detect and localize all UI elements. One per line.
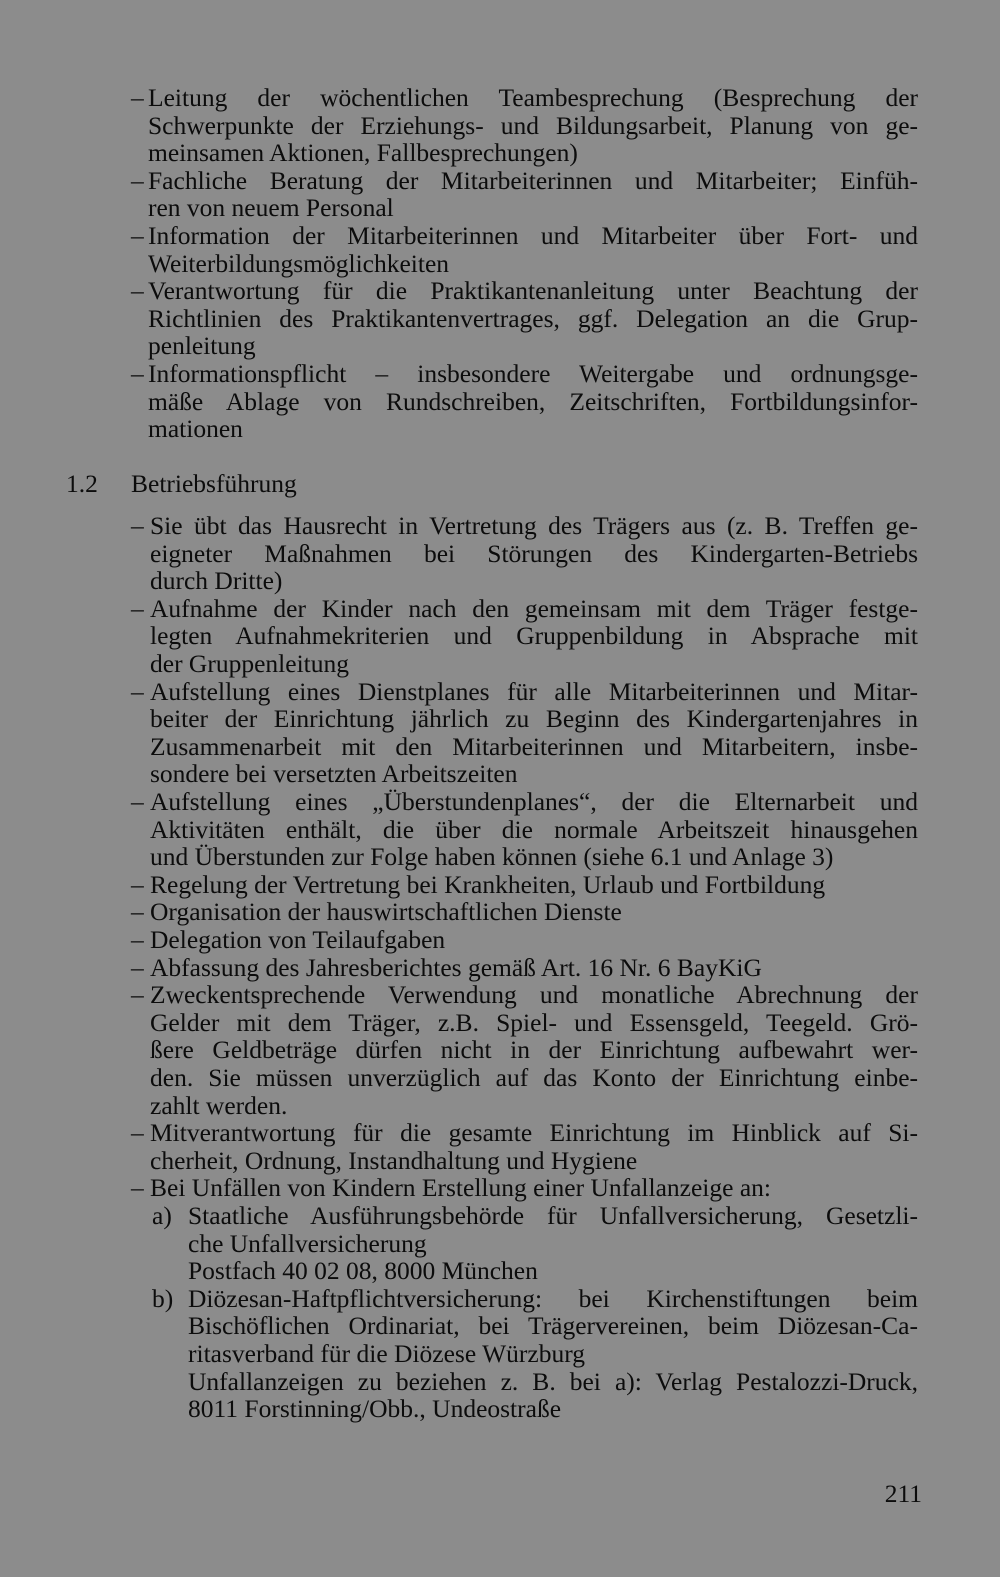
list-item-line: Bei Unfällen von Kindern Erstellung einer Unfallanzeige an: <box>150 1173 771 1203</box>
list-item-line: Delegation von Teilaufgaben <box>150 925 446 954</box>
list-item-line: Schwerpunkte der Erziehungs- und Bildungsarbeit, Planung von ge- <box>148 110 918 140</box>
list-dash: – <box>131 676 144 706</box>
list-item-line: mäße Ablage von Rundschreiben, Zeitschriften, Fortbildungsinfor- <box>148 386 918 416</box>
list-dash: – <box>131 952 144 982</box>
sublist-line: 8011 Forstinning/Obb., Undeostraße <box>188 1394 562 1424</box>
list-dash: – <box>131 869 144 899</box>
section-number: 1.2 <box>66 469 98 498</box>
sublist-line: che Unfallversicherung <box>188 1228 427 1258</box>
list-item-line: durch Dritte) <box>150 566 283 596</box>
list-item-line: Sie übt das Hausrecht in Vertretung des Trägers aus (z. B. Treffen ge- <box>150 511 918 540</box>
list-item-line: und Überstunden zur Folge haben können (siehe 6.1 und Anlage 3) <box>150 842 834 872</box>
list-dash: – <box>131 83 144 112</box>
list-item-line: Zusammenarbeit mit den Mitarbeiterinnen und Mitarbeitern, insbe- <box>150 731 918 761</box>
list-item-line: Regelung der Vertretung bei Krankheiten, Urlaub und Fortbildung <box>150 869 826 899</box>
list-dash: – <box>131 359 144 388</box>
list-item-line: Informationspflicht – insbesondere Weitergabe und ordnungsge- <box>148 359 918 388</box>
sublist-line: Unfallanzeigen zu beziehen z. B. bei a): Verlag Pestalozzi-Druck, <box>188 1366 918 1396</box>
list-dash: – <box>131 1173 144 1203</box>
list-dash: – <box>131 593 144 623</box>
list-item-line: den. Sie müssen unverzüglich auf das Konto der Einrichtung einbe- <box>150 1063 918 1092</box>
list-dash: – <box>131 897 144 927</box>
list-item-line: zahlt werden. <box>150 1090 288 1120</box>
list-dash: – <box>131 221 144 250</box>
sublist-line: Bischöflichen Ordinariat, bei Trägervereinen, beim Diözesan-Ca- <box>188 1311 918 1341</box>
list-item-line: Fachliche Beratung der Mitarbeiterinnen und Mitarbeiter; Einfüh- <box>148 165 918 195</box>
sublist-line: ritasverband für die Diözese Würzburg <box>188 1339 585 1368</box>
list-dash: – <box>131 787 144 816</box>
list-item-line: Abfassung des Jahresberichtes gemäß Art. 16 Nr. 6 BayKiG <box>150 952 762 982</box>
list-item-line: Information der Mitarbeiterinnen und Mitarbeiter über Fort- und <box>148 221 918 250</box>
sublist-line: Diözesan-Haftpflichtversicherung: bei Kirchenstiftungen beim <box>188 1283 918 1313</box>
page-number: 211 <box>884 1479 922 1508</box>
list-item-line: Gelder mit dem Träger, z.B. Spiel- und Essensgeld, Teegeld. Grö- <box>150 1007 918 1037</box>
sublist-line: Postfach 40 02 08, 8000 München <box>188 1256 538 1286</box>
list-item-line: Verantwortung für die Praktikantenanleitung unter Beachtung der <box>148 276 918 306</box>
list-dash: – <box>131 165 144 195</box>
list-item-line: beiter der Einrichtung jährlich zu Beginn des Kindergartenjahres in <box>150 704 918 734</box>
list-item-line: penleitung <box>148 331 256 361</box>
list-item-line: eigneter Maßnahmen bei Störungen des Kindergarten-Betriebs <box>150 538 918 568</box>
list-item-line: legten Aufnahmekriterien und Gruppenbildung in Absprache mit <box>150 621 918 651</box>
list-item-line: cherheit, Ordnung, Instandhaltung und Hygiene <box>150 1145 638 1175</box>
list-dash: – <box>131 980 144 1010</box>
list-item-line: Organisation der hauswirtschaftlichen Dienste <box>150 897 622 927</box>
sublist-marker: a) <box>152 1201 172 1230</box>
list-item-line: Aufstellung eines „Überstundenplanes“, der die Elternarbeit und <box>150 787 918 816</box>
list-item-line: ßere Geldbeträge dürfen nicht in der Einrichtung aufbewahrt wer- <box>150 1035 918 1065</box>
list-item-line: Aufnahme der Kinder nach den gemeinsam mit dem Träger festge- <box>150 593 918 623</box>
sublist-marker: b) <box>152 1283 174 1313</box>
list-item-line: ren von neuem Personal <box>148 193 394 223</box>
list-dash: – <box>131 1118 144 1148</box>
sublist-line: Staatliche Ausführungsbehörde für Unfallversicherung, Gesetzli- <box>188 1201 918 1230</box>
list-item-line: Richtlinien des Praktikantenvertrages, ggf. Delegation an die Grup- <box>148 303 918 333</box>
list-item-line: Aufstellung eines Dienstplanes für alle Mitarbeiterinnen und Mitar- <box>150 676 918 706</box>
list-item-line: Leitung der wöchentlichen Teambesprechung (Besprechung der <box>148 83 918 112</box>
list-item-line: mationen <box>148 414 243 444</box>
list-item-line: Zweckentsprechende Verwendung und monatliche Abrechnung der <box>150 980 918 1010</box>
section-title: Betriebsführung <box>131 469 297 498</box>
list-dash: – <box>131 925 144 954</box>
list-dash: – <box>131 511 144 540</box>
list-item-line: meinsamen Aktionen, Fallbesprechungen) <box>148 138 578 168</box>
list-item-line: sondere bei versetzten Arbeitszeiten <box>150 759 518 789</box>
list-item-line: Aktivitäten enthält, die über die normale Arbeitszeit hinausgehen <box>150 814 918 844</box>
list-dash: – <box>131 276 144 306</box>
list-item-line: Weiterbildungsmöglichkeiten <box>148 248 450 278</box>
list-item-line: der Gruppenleitung <box>150 649 349 678</box>
list-item-line: Mitverantwortung für die gesamte Einrichtung im Hinblick auf Si- <box>150 1118 918 1148</box>
